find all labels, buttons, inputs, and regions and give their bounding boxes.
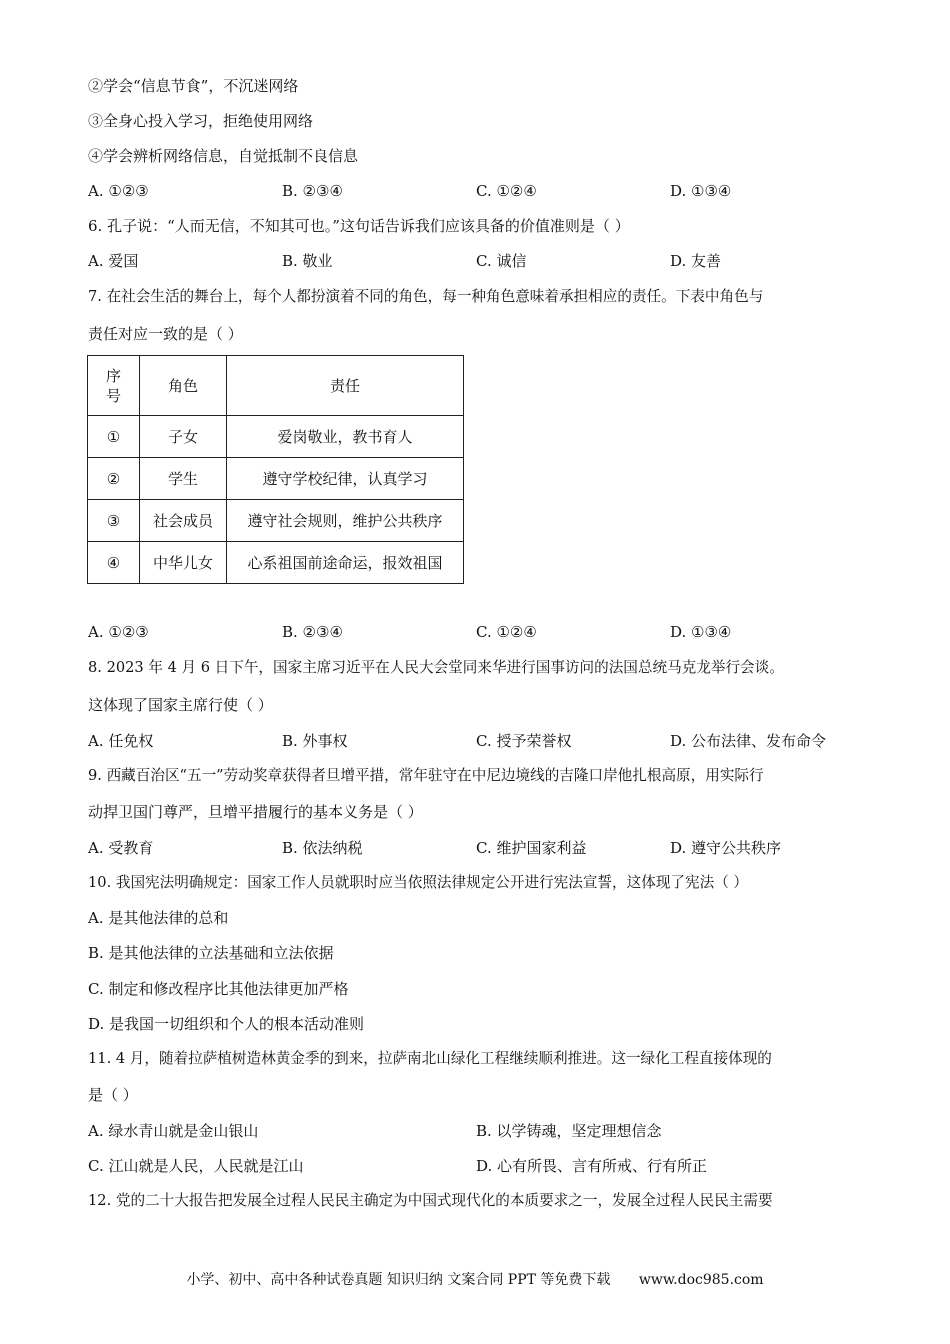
header-serial-char-1: 序 — [105, 366, 121, 385]
q8-stem-line1: 8. 2023 年 4 月 6 日下午，国家主席习近平在人民大会堂同来华进行国事访问的法国总统马克龙举行会谈。 — [88, 659, 784, 676]
q11-option-a: A. 绿水青山就是金山银山 — [88, 1122, 259, 1140]
q5-option-d: D. ①③④ — [670, 182, 732, 200]
q5-option-b: B. ②③④ — [282, 182, 343, 200]
q6-stem: 6. 孔子说：“人而无信，不知其可也。”这句话告诉我们应该具备的价值准则是（ ） — [88, 217, 630, 235]
q5-statement-4: ④学会辨析网络信息，自觉抵制不良信息 — [88, 147, 359, 165]
header-role: 角色 — [140, 356, 227, 416]
q6-option-d: D. 友善 — [670, 252, 722, 270]
role-duty-table — [87, 355, 464, 584]
q9-option-a: A. 受教育 — [88, 839, 154, 857]
q8-stem-line2: 这体现了国家主席行使（ ） — [88, 696, 273, 714]
q9-option-c: C. 维护国家利益 — [476, 839, 587, 857]
q10-option-d: D. 是我国一切组织和个人的根本活动准则 — [88, 1015, 365, 1033]
q7-option-a: A. ①②③ — [88, 623, 149, 641]
row-role: 社会成员 — [140, 500, 227, 542]
table-row — [88, 542, 464, 584]
q6-option-b: B. 敬业 — [282, 252, 333, 270]
q5-statement-2: ②学会“信息节食”，不沉迷网络 — [88, 77, 299, 95]
table-row — [88, 416, 464, 458]
q5-statement-3: ③全身心投入学习，拒绝使用网络 — [88, 112, 314, 130]
row-role: 子女 — [140, 416, 227, 458]
table-header-row — [88, 356, 464, 416]
q7-option-b: B. ②③④ — [282, 623, 343, 641]
q5-option-a: A. ①②③ — [88, 182, 149, 200]
row-serial: ② — [88, 458, 140, 500]
q7-option-d: D. ①③④ — [670, 623, 732, 641]
table-row — [88, 458, 464, 500]
row-duty: 爱岗敬业，教书育人 — [227, 416, 464, 458]
q7-stem-line1: 7. 在社会生活的舞台上，每个人都扮演着不同的角色，每一种角色意味着承担相应的责任。下表中角色与 — [88, 288, 764, 305]
q10-option-b: B. 是其他法律的立法基础和立法依据 — [88, 944, 334, 962]
row-serial: ① — [88, 416, 140, 458]
row-duty: 遵守社会规则，维护公共秩序 — [227, 500, 464, 542]
q6-option-a: A. 爱国 — [88, 252, 139, 270]
header-serial — [88, 356, 140, 416]
header-duty: 责任 — [227, 356, 464, 416]
q8-option-c: C. 授予荣誉权 — [476, 732, 572, 750]
q9-stem-line1: 9. 西藏百治区“五一”劳动奖章获得者旦增平措，常年驻守在中尼边境线的吉隆口岸他扎根高原，用实际行 — [88, 767, 764, 784]
page-footer — [0, 1270, 950, 1290]
q11-stem-line1: 11. 4 月，随着拉萨植树造林黄金季的到来，拉萨南北山绿化工程继续顺利推进。这一绿化工程直接体现的 — [88, 1050, 772, 1067]
q11-option-c: C. 江山就是人民，人民就是江山 — [88, 1157, 304, 1175]
q8-option-d: D. 公布法律、发布命令 — [670, 732, 827, 750]
q7-stem-line2: 责任对应一致的是（ ） — [88, 325, 243, 343]
q9-option-b: B. 依法纳税 — [282, 839, 363, 857]
q11-stem-line2: 是（ ） — [88, 1086, 138, 1104]
q11-option-d: D. 心有所畏、言有所戒、行有所正 — [476, 1157, 708, 1175]
q8-option-b: B. 外事权 — [282, 732, 348, 750]
row-serial: ④ — [88, 542, 140, 584]
row-role: 学生 — [140, 458, 227, 500]
footer-site-link[interactable]: www.doc985.com — [638, 1272, 764, 1288]
row-duty: 心系祖国前途命运，报效祖国 — [227, 542, 464, 584]
q9-option-d: D. 遵守公共秩序 — [670, 839, 782, 857]
q10-option-a: A. 是其他法律的总和 — [88, 909, 229, 927]
row-duty: 遵守学校纪律，认真学习 — [227, 458, 464, 500]
row-serial: ③ — [88, 500, 140, 542]
q9-stem-line2: 动捍卫国门尊严，旦增平措履行的基本义务是（ ） — [88, 803, 423, 821]
q11-option-b: B. 以学铸魂，坚定理想信念 — [476, 1122, 662, 1140]
table-row — [88, 500, 464, 542]
q5-option-c: C. ①②④ — [476, 182, 537, 200]
q12-stem-line1: 12. 党的二十大报告把发展全过程人民民主确定为中国式现代化的本质要求之一，发展全过程人民民主需要 — [88, 1192, 773, 1209]
footer-text: 小学、初中、高中各种试卷真题 知识归纳 文案合同 PPT 等免费下载 — [186, 1272, 611, 1288]
row-role: 中华儿女 — [140, 542, 227, 584]
q7-option-c: C. ①②④ — [476, 623, 537, 641]
q10-stem: 10. 我国宪法明确规定：国家工作人员就职时应当依照法律规定公开进行宪法宣誓，这体现了宪法（ ） — [88, 874, 749, 891]
q8-option-a: A. 任免权 — [88, 732, 154, 750]
q6-option-c: C. 诚信 — [476, 252, 527, 270]
q10-option-c: C. 制定和修改程序比其他法律更加严格 — [88, 980, 349, 998]
header-serial-char-2: 号 — [105, 386, 121, 405]
